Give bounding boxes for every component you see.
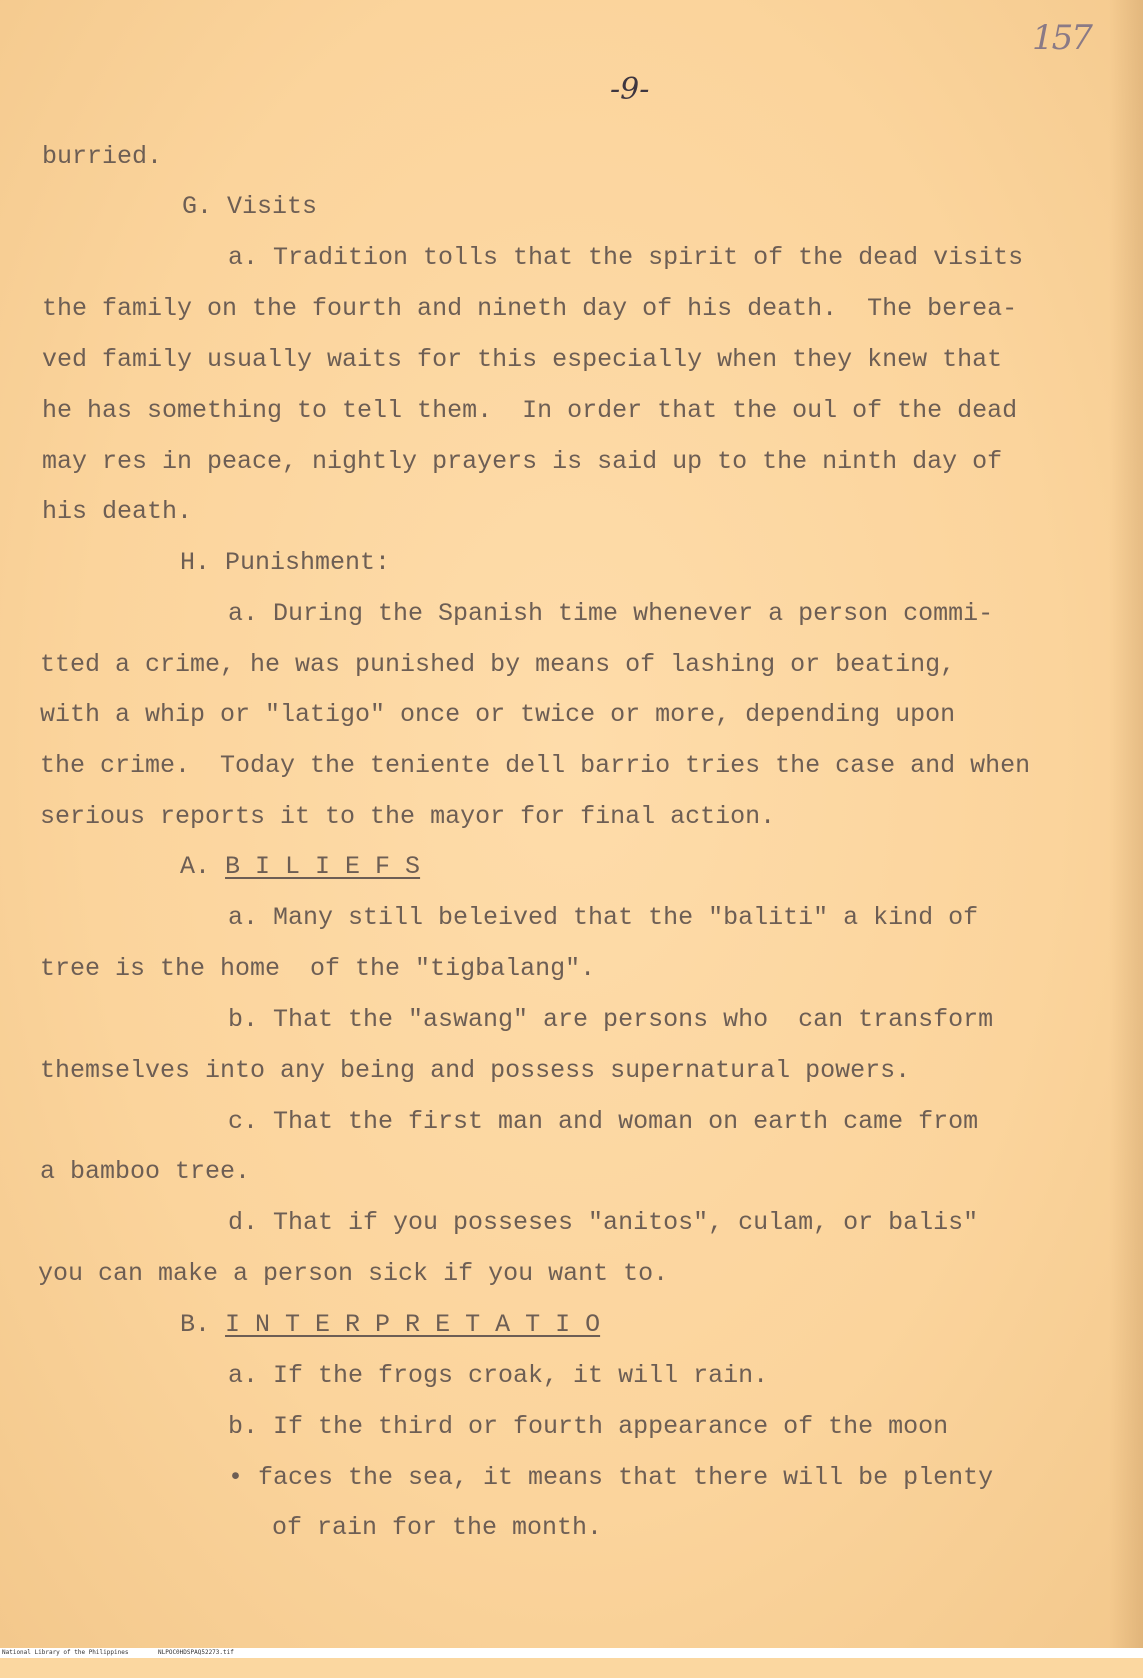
footer-file-id: NLPOC0HDSPAQ52273.tif (158, 1649, 234, 1656)
text-line: serious reports it to the mayor for final action. (40, 802, 776, 831)
text-line: a. Tradition tolls that the spirit of the dead visits (228, 243, 1024, 272)
text-line: you can make a person sick if you want to. (38, 1259, 669, 1288)
page-edge-shadow (1109, 0, 1143, 1648)
footer-institution: National Library of the Philippines (2, 1649, 129, 1656)
text-line: d. That if you posseses "anitos", culam, or balis" (228, 1208, 979, 1237)
text-line: • faces the sea, it means that there will be plenty (228, 1463, 994, 1492)
heading-letter: A. (180, 852, 211, 881)
text-line: b. That the "aswang" are persons who can transform (228, 1005, 994, 1034)
text-line: a. Many still beleived that the "baliti" a kind of (228, 903, 979, 932)
heading-title: B I L I E F S (225, 852, 421, 881)
heading-title: I N T E R P R E T A T I O (225, 1310, 601, 1339)
text-line: c. That the first man and woman on earth came from (228, 1107, 979, 1136)
text-line: a. During the Spanish time whenever a person commi- (228, 599, 994, 628)
text-line: b. If the third or fourth appearance of the moon (228, 1412, 949, 1441)
page-number: -9- (610, 72, 650, 107)
text-line: tree is the home of the "tigbalang". (40, 954, 596, 983)
section-heading: H. Punishment: (180, 548, 391, 577)
text-line: the crime. Today the teniente dell barrio tries the case and when (40, 751, 1031, 780)
scan-footer (0, 1648, 1143, 1658)
text-line: may res in peace, nightly prayers is said up to the ninth day of (42, 447, 1003, 476)
text-line: with a whip or "latigo" once or twice or more, depending upon (40, 700, 956, 729)
text-line: his death. (42, 497, 193, 526)
folio-number: 157 (1032, 18, 1091, 58)
text-line: he has something to tell them. In order that the oul of the dead (42, 396, 1018, 425)
section-heading (180, 1310, 600, 1340)
text-line: themselves into any being and possess supernatural powers. (40, 1056, 911, 1085)
text-line: a. If the frogs croak, it will rain. (228, 1361, 769, 1390)
text-line: of rain for the month. (272, 1513, 603, 1542)
section-heading: G. Visits (182, 192, 318, 221)
text-line: burried. (42, 142, 163, 171)
text-line: ved family usually waits for this especially when they knew that (42, 345, 1003, 374)
text-line: the family on the fourth and nineth day of his death. The berea- (42, 294, 1018, 323)
text-line: a bamboo tree. (40, 1157, 251, 1186)
heading-letter: B. (180, 1310, 211, 1339)
text-line: tted a crime, he was punished by means of lashing or beating, (40, 650, 956, 679)
section-heading (180, 852, 420, 882)
